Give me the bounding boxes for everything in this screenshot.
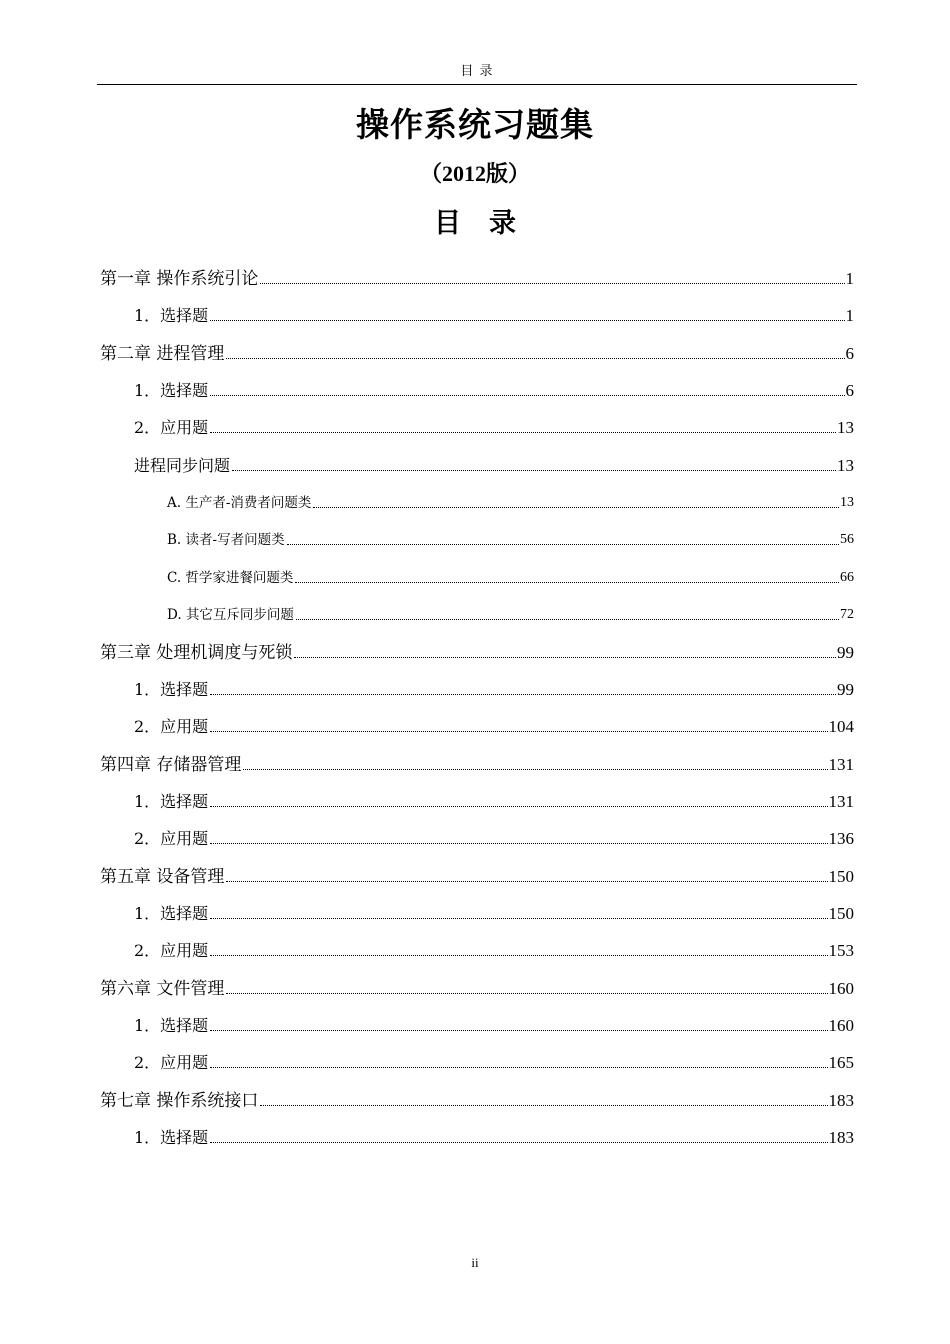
toc-entry-label: 1．选择题 [134, 1128, 209, 1148]
toc-entry-page: 153 [828, 941, 854, 961]
toc-entry-label: 1．选择题 [134, 679, 209, 699]
toc-dot-leader [210, 731, 827, 732]
toc-entry[interactable] [134, 673, 854, 701]
toc-entry-page: 66 [840, 569, 854, 585]
toc-entry-page: 1 [845, 306, 854, 326]
toc-entry-page: 160 [828, 1016, 854, 1035]
toc-entry-page: 183 [828, 1090, 854, 1110]
toc-entry[interactable] [134, 822, 854, 850]
toc-entry-page: 131 [828, 754, 854, 774]
page-number: ii [471, 1255, 479, 1270]
toc-entry[interactable] [134, 1121, 854, 1149]
toc-entry-label: 第五章 设备管理 [100, 866, 225, 887]
toc-dot-leader [210, 1142, 827, 1143]
toc-entry[interactable] [134, 411, 854, 439]
toc-entry-page: 136 [828, 829, 854, 849]
toc-entry[interactable] [134, 374, 854, 402]
running-header: 目 录 [97, 62, 857, 85]
toc-dot-leader [210, 320, 844, 321]
toc-entry[interactable] [100, 972, 854, 1000]
toc-entry[interactable] [100, 860, 854, 888]
toc-dot-leader [210, 955, 827, 956]
toc-entry-page: 150 [828, 866, 854, 886]
toc-entry-label: 第六章 文件管理 [100, 978, 225, 999]
toc-entry[interactable] [134, 897, 854, 925]
toc-entry[interactable] [100, 337, 854, 365]
toc-entry[interactable] [134, 299, 854, 327]
toc-entry-page: 160 [828, 978, 854, 998]
toc-dot-leader [210, 806, 827, 807]
toc-entry[interactable] [100, 1084, 854, 1112]
toc-entry-label: 1．选择题 [134, 903, 209, 923]
toc-entry-label: 2．应用题 [134, 941, 209, 961]
toc-dot-leader [226, 358, 844, 359]
toc-entry-page: 13 [840, 495, 854, 511]
toc-entry-label: 1．选择题 [134, 306, 209, 326]
toc-entry-label: 第七章 操作系统接口 [100, 1090, 259, 1111]
toc-entry[interactable] [134, 710, 854, 738]
toc-dot-leader [295, 582, 839, 583]
toc-entry-label: 2．应用题 [134, 717, 209, 737]
toc-dot-leader [226, 993, 827, 994]
toc-entry-page: 6 [845, 343, 854, 363]
toc-entry-label: 第四章 存储器管理 [100, 754, 242, 775]
toc-dot-leader [210, 694, 836, 695]
toc-entry-page: 183 [828, 1128, 854, 1148]
toc-entry-label: 第三章 处理机调度与死锁 [100, 642, 293, 663]
toc-entry-page: 72 [840, 607, 854, 623]
toc-entry[interactable] [134, 449, 854, 477]
toc-entry-label: C. 哲学家进餐问题类 [167, 569, 294, 586]
toc-entry[interactable] [100, 636, 854, 664]
book-title: 操作系统习题集 [356, 105, 594, 144]
toc-entry-page: 150 [828, 903, 854, 923]
toc-entry-page: 13 [837, 418, 854, 438]
edition-label: （2012版） [419, 161, 530, 186]
toc-entry-page: 13 [837, 455, 854, 475]
toc-entry-page: 6 [845, 381, 854, 401]
toc-entry-label: 1．选择题 [134, 381, 209, 401]
toc-dot-leader [294, 657, 836, 658]
toc-dot-leader [260, 1105, 827, 1106]
toc-entry-label: A. 生产者-消费者问题类 [167, 495, 312, 512]
toc-entry-label: 2．应用题 [134, 1053, 209, 1073]
toc-entry-label: 进程同步问题 [134, 455, 231, 475]
toc-entry[interactable] [100, 748, 854, 776]
toc-entry[interactable] [134, 1009, 854, 1037]
toc-entry[interactable] [100, 262, 854, 290]
toc-dot-leader [210, 1067, 827, 1068]
toc-entry[interactable] [134, 1046, 854, 1074]
toc-dot-leader [226, 881, 827, 882]
toc-entry-label: 第二章 进程管理 [100, 343, 225, 364]
toc-dot-leader [210, 395, 844, 396]
toc-entry-page: 99 [837, 642, 854, 662]
toc-entry-page: 131 [828, 791, 854, 811]
toc-entry-label: 1．选择题 [134, 1016, 209, 1035]
toc-entry[interactable] [167, 486, 854, 514]
toc-dot-leader [260, 283, 844, 284]
toc-entry-label: 2．应用题 [134, 418, 209, 438]
toc-entry-label: 第一章 操作系统引论 [100, 269, 259, 289]
toc-entry[interactable] [167, 598, 854, 626]
toc-entry[interactable] [134, 934, 854, 962]
toc-entry-page: 104 [828, 717, 854, 737]
toc-entry-page: 165 [828, 1053, 854, 1073]
toc-entry-page: 1 [845, 269, 854, 288]
toc-heading: 目录 [434, 208, 544, 239]
toc-entry[interactable] [167, 523, 854, 551]
toc-dot-leader [313, 507, 839, 508]
toc-entry-page: 56 [840, 532, 854, 548]
toc-entry-label: D. 其它互斥同步问题 [167, 607, 294, 624]
toc-entry-page: 99 [837, 679, 854, 699]
toc-dot-leader [287, 544, 839, 545]
toc-dot-leader [210, 843, 827, 844]
toc-entry[interactable] [167, 561, 854, 589]
toc-dot-leader [210, 1030, 827, 1031]
toc-entry-label: 2．应用题 [134, 829, 209, 849]
toc-dot-leader [296, 619, 839, 620]
toc-entry-label: 1．选择题 [134, 791, 209, 811]
toc-dot-leader [210, 918, 827, 919]
toc-dot-leader [232, 470, 836, 471]
toc-dot-leader [243, 769, 827, 770]
toc-entry[interactable] [134, 785, 854, 813]
toc-entry-label: B. 读者-写者问题类 [167, 532, 285, 549]
toc-dot-leader [210, 432, 836, 433]
